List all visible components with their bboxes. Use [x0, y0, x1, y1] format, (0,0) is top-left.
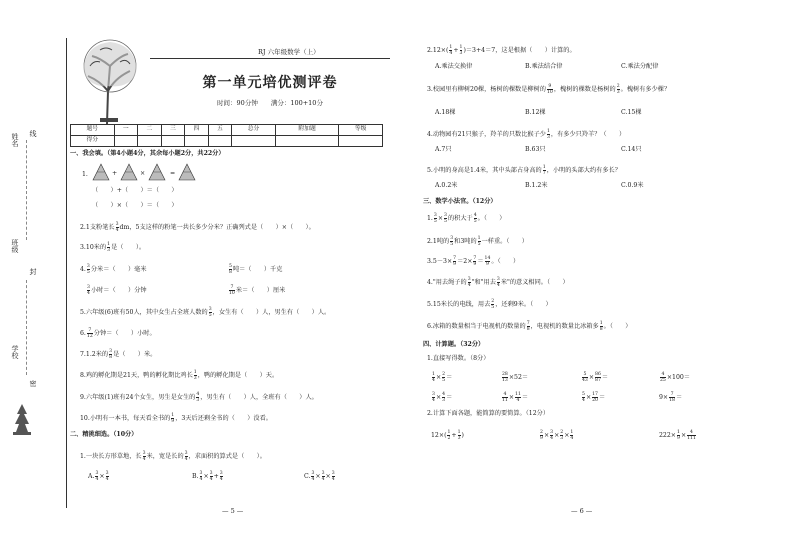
r-q3-option-b[interactable]: B.12棵 [525, 109, 546, 116]
q9 [80, 392, 318, 403]
judge-6-end: 。（ ） [603, 323, 632, 330]
q5-text: 5.六年级(6)班有50人，其中女生占全班人数的 [80, 309, 208, 316]
fraction: $\frac{2}{5}$ [442, 372, 446, 383]
calc-2-item: 222× $\frac{1}{9}$ × $\frac{4}{111}$ [659, 430, 696, 441]
fraction: $\frac{5}{8}$ [229, 264, 232, 275]
page-number: — 5 — [222, 507, 244, 515]
score-input-cell[interactable] [185, 136, 209, 147]
binding-dash [26, 140, 27, 240]
fraction: $\frac{14}{9}$ [484, 256, 491, 267]
q1-times: × [140, 170, 146, 177]
r-q5-option-c[interactable]: C.0.9米 [621, 182, 644, 189]
fraction: $\frac{3}{4}$ [496, 277, 500, 288]
calc-2-heading: 2.计算下面各题，能简算的要简算。（12分） [427, 410, 550, 417]
score-cell: 五 [208, 125, 232, 136]
fraction: $\frac{1}{9}$ [677, 430, 680, 441]
q4a: 分米＝（ ）毫米 [90, 266, 147, 273]
binding-name-label: 姓名 [11, 133, 19, 147]
fraction: $\frac{4}{5}$ [473, 213, 477, 224]
fraction: $\frac{17}{20}$ [592, 392, 598, 403]
calc-item: 9× $\frac{7}{18}$ ＝ [659, 392, 683, 403]
q8-rest: ，鸭的孵化期是（ ）天。 [197, 372, 279, 379]
q4b [228, 264, 282, 275]
q2-text: 2.1支粉笔长 [80, 224, 115, 231]
calc-item: $\frac{4}{25}$ ×100＝ [660, 372, 691, 383]
calc-item: $\frac{28}{13}$ ×52＝ [502, 372, 529, 383]
binding-school-label: 学校 [11, 345, 19, 359]
section-1-heading: 一、我会填。（第4小题4分，其余每小题2分，共22分） [70, 150, 225, 157]
fraction: $\frac{9}{10}$ [546, 84, 553, 95]
q6 [80, 328, 156, 339]
calc-2-item: $\frac{2}{9}$ × $\frac{3}{4}$ × $\frac{2}{3}$ × $\frac{1}{4}$ [540, 430, 574, 441]
fraction: $\frac{3}{5}$ [444, 213, 447, 224]
header-rule [150, 58, 390, 59]
s2q1-option-c[interactable]: C. $\frac{3}{4}$ × $\frac{3}{4}$ × $\frac{3}{4}$ [304, 471, 335, 482]
fraction: $\frac{7}{12}$ [86, 328, 93, 339]
r-q3-mid: ，槐树的棵数是杨树的 [553, 86, 616, 93]
fraction: $\frac{86}{87}$ [595, 372, 601, 383]
score-cell: 三 [161, 125, 185, 136]
right-page [397, 0, 794, 541]
q1-row-2: （ ）×（ ）＝（ ） [92, 202, 178, 209]
equals: ＝ [446, 394, 453, 401]
q1-plus: + [112, 170, 118, 177]
r-q2-option-a[interactable]: A.乘法交换律 [435, 63, 473, 70]
fraction: $\frac{4}{3}$ [196, 392, 200, 403]
q4c [86, 285, 147, 296]
r-q5-option-b[interactable]: B.1.2米 [525, 182, 548, 189]
score-input-cell[interactable] [208, 136, 232, 147]
calc-2-a: 12× [431, 432, 445, 439]
fraction: $\frac{4}{25}$ [660, 372, 666, 383]
q2-rest: dm，5支这样的粉笔一共长多少分米？正确列式是（ ）×（ ）。 [119, 224, 315, 231]
fraction: $\frac{28}{13}$ [502, 372, 508, 383]
q2 [80, 222, 315, 233]
calc-item: $\frac{5}{4}$ × $\frac{17}{20}$ ＝ [582, 392, 606, 403]
fraction: $\frac{7}{9}$ [473, 256, 477, 267]
fraction: $\frac{3}{4}$ [311, 471, 315, 482]
score-cell: 得分 [71, 136, 115, 147]
q1-row-1: （ ）+（ ）＝（ ） [92, 187, 178, 194]
score-table-score-row [71, 136, 383, 147]
judge-2-mid: 和3吨的 [454, 238, 477, 245]
score-table [70, 124, 383, 147]
q7-text: 7.1.2米的 [80, 351, 109, 358]
binding-secret-label: 密 [29, 380, 37, 387]
judge-3-text: 3.5－3× [427, 258, 453, 265]
fraction: $\frac{4}{11}$ [502, 392, 508, 403]
q1-label: 1. [82, 171, 88, 178]
triangle-shading-icon [92, 163, 202, 181]
r-q4-option-b[interactable]: B.63只 [525, 146, 546, 153]
r-q5-rest: ，小明的头部大约有多长？ [546, 167, 621, 174]
fraction: $\frac{3}{5}$ [208, 307, 212, 318]
r-q2-rest: ＝3+4＝7，这是根据（ ）计算的。 [465, 47, 576, 54]
judge-1-label: 1. [427, 215, 433, 222]
judge-4-mid: "和"用去 [471, 279, 496, 286]
q3 [80, 242, 145, 253]
q9-text: 9.六年级(1)班有24个女生，男生是女生的 [80, 394, 196, 401]
judge-6-text: 6.冰箱的数量相当于电视机的数量的 [427, 323, 526, 330]
q1-equals: = [170, 170, 176, 177]
fraction: $\frac{3}{4}$ [87, 285, 90, 296]
fraction: $\frac{3}{4}$ [550, 430, 554, 441]
fraction: $\frac{7}{8}$ [526, 321, 530, 332]
judge-6 [427, 321, 632, 332]
fraction: $\frac{3}{4}$ [199, 471, 203, 482]
r-q4 [427, 129, 625, 140]
fraction: $\frac{3}{5}$ [86, 264, 90, 275]
fraction: $\frac{4}{111}$ [687, 430, 696, 441]
fraction: $\frac{5}{43}$ [582, 372, 588, 383]
judge-2-text: 2.1吨的 [427, 238, 450, 245]
equals: ＝ [601, 374, 609, 381]
s2q1-text: 1.一块长方形草地，长 [80, 453, 142, 460]
q3-rest: 是（ ）。 [111, 244, 146, 251]
fraction: $\frac{3}{4}$ [184, 451, 188, 462]
q5-rest: ，女生有（ ）人，男生有（ ）人。 [212, 309, 331, 316]
margin-rule [66, 38, 67, 508]
calc-item: $\frac{5}{43}$ × $\frac{86}{87}$ ＝ [582, 372, 609, 383]
fraction: $\frac{3}{4}$ [95, 471, 99, 482]
exam-time-score: 时间：90分钟 满分：100+10分 [217, 99, 323, 107]
r-q3-option-c[interactable]: C.15棵 [621, 109, 642, 116]
fraction: $\frac{1}{2}$ [447, 430, 451, 441]
judge-4 [427, 277, 569, 288]
q10 [80, 413, 272, 424]
q7-rest: 是（ ）米。 [113, 351, 157, 358]
q10-rest: ，3天后还剩全书的（ ）没看。 [175, 415, 272, 422]
judge-4-text: 4."用去绳子的 [427, 279, 467, 286]
calc-item: $\frac{3}{4}$ × $\frac{4}{3}$ ＝ [432, 392, 453, 403]
judge-5-text: 5.15米长的电线，用去 [427, 301, 491, 308]
judge-2 [427, 236, 528, 247]
page-number: — 6 — [571, 507, 593, 515]
judge-3-end: 。（ ） [491, 258, 520, 265]
score-input-cell[interactable] [275, 136, 339, 147]
r-q3-rest: 。槐树有多少棵？ [620, 86, 671, 93]
judge-3-mid: ＝2× [457, 258, 473, 265]
fraction: $\frac{2}{3}$ [560, 430, 564, 441]
r-q5-option-a[interactable]: A.0.2米 [435, 182, 458, 189]
r-q4-text: 4.动物园有21只猴子，羚羊的只数比猴子少 [427, 131, 546, 138]
section-4-heading: 四、计算题。（32分） [423, 341, 485, 348]
fraction: $\frac{1}{3}$ [457, 430, 461, 441]
option-letter: B. [192, 473, 199, 480]
fraction: $\frac{1}{5}$ [477, 236, 481, 247]
header-tag: RJ 六年级数学（上） [258, 48, 320, 56]
fraction: $\frac{2}{9}$ [540, 430, 543, 441]
q4d [228, 285, 285, 296]
q3-text: 3.10米的 [80, 244, 107, 251]
s2q1-option-a[interactable]: A. $\frac{3}{4}$ × $\frac{3}{4}$ [88, 471, 109, 482]
r-q2: 2.12×( $\frac{1}{4}$ + $\frac{1}{3}$ )＝3+4＝7，这是根据（ ）计算的。 [427, 45, 576, 56]
fraction: $\frac{1}{3}$ [546, 129, 550, 140]
r-q2-option-b[interactable]: B.乘法结合律 [525, 63, 563, 70]
q4-label: 4. [80, 266, 86, 273]
calc-2-item: 12×( $\frac{1}{2}$ + $\frac{1}{3}$ ) [431, 430, 464, 441]
judge-3 [427, 256, 519, 267]
binding-dash [26, 280, 27, 375]
r-q2-text: 2.12× [427, 47, 446, 54]
score-cell: 等级 [339, 125, 383, 136]
equals: ＝ [521, 394, 529, 401]
fraction: $\frac{3}{4}$ [219, 471, 223, 482]
judge-3-rest: ＝ [477, 258, 484, 265]
score-table-header-row [71, 125, 383, 136]
q10-text: 10.小明有一本书，每天看全书的 [80, 415, 171, 422]
fraction: $\frac{3}{4}$ [321, 471, 325, 482]
tree-icon [70, 36, 150, 124]
judge-4-rest: 米"的意义相同。（ ） [500, 279, 569, 286]
r-q5 [427, 165, 621, 176]
fraction: $\frac{1}{4}$ [449, 45, 453, 56]
calc-item: $\frac{4}{11}$ × $\frac{11}{4}$ ＝ [502, 392, 529, 403]
q6-text: 6. [80, 330, 86, 337]
r-q3-option-a[interactable]: A.18棵 [435, 109, 456, 116]
r-q5-text: 5.小明的身高是1.4米，其中头部占身高的 [427, 167, 542, 174]
q9-rest: ，男生有（ ）人，全班有（ ）人。 [200, 394, 318, 401]
s2q1 [80, 451, 266, 462]
binding-seal-label: 封 [29, 268, 37, 275]
fraction: $\frac{1}{9}$ [171, 413, 175, 424]
fraction: $\frac{3}{4}$ [209, 471, 213, 482]
r-q4-option-a[interactable]: A.7只 [435, 146, 452, 153]
equals: ＝ [675, 394, 683, 401]
r-q3 [427, 84, 670, 95]
fraction: $\frac{1}{3}$ [193, 370, 197, 381]
judge-1: 1. $\frac{3}{5}$ × $\frac{3}{5}$ 的积大于 $\frac{4}{5}$ 。（ ） [427, 213, 506, 224]
judge-5-rest: ，还剩9米。（ ） [495, 301, 552, 308]
fraction: $\frac{7}{9}$ [453, 256, 457, 267]
q8 [80, 370, 278, 381]
q5 [80, 307, 330, 318]
fraction: $\frac{5}{4}$ [582, 392, 585, 403]
fraction: $\frac{3}{4}$ [331, 471, 335, 482]
ink-stamp-icon [8, 400, 36, 440]
r-q3-text: 3.校园里有柳树20棵，杨树的棵数是柳树的 [427, 86, 546, 93]
score-cell: 一 [114, 125, 138, 136]
score-cell: 附加题 [275, 125, 339, 136]
page-title: 第一单元培优测评卷 [202, 75, 338, 91]
equals: ＝ [521, 374, 529, 381]
judge-1-end: 。（ ） [477, 215, 506, 222]
fraction: $\frac{1}{8}$ [599, 321, 603, 332]
fraction: $\frac{1}{3}$ [107, 242, 111, 253]
s2q1-mid: 米，宽是长的 [146, 453, 184, 460]
score-cell: 题号 [71, 125, 115, 136]
fraction: $\frac{7}{18}$ [669, 392, 675, 403]
fraction: $\frac{3}{4}$ [142, 451, 146, 462]
option-letter: A. [88, 473, 95, 480]
fraction: $\frac{11}{4}$ [515, 392, 521, 403]
fraction: $\frac{1}{4}$ [432, 372, 435, 383]
judge-2-rest: 一样重。（ ） [481, 238, 528, 245]
score-input-cell[interactable] [232, 136, 276, 147]
fraction: $\frac{3}{5}$ [450, 236, 454, 247]
s2q1-option-b[interactable]: B. $\frac{3}{4}$ × $\frac{3}{4}$ + $\frac{3}{4}$ [192, 471, 223, 482]
s2q1-rest: ，求面积的算式是（ ）。 [188, 453, 266, 460]
fraction: $\frac{3}{4}$ [467, 277, 471, 288]
binding-line-label: 线 [29, 130, 37, 137]
score-cell: 四 [185, 125, 209, 136]
q8-text: 8.鸡的孵化期是21天，鸭的孵化期比鸡长 [80, 372, 193, 379]
q4c-text: 小时＝（ ）分钟 [90, 287, 147, 294]
fraction: $\frac{3}{5}$ [433, 213, 437, 224]
section-3-heading: 三、数学小法官。（12分） [423, 198, 497, 205]
fraction: $\frac{1}{3}$ [459, 45, 463, 56]
score-input-cell[interactable] [161, 136, 185, 147]
fraction: $\frac{3}{4}$ [432, 392, 435, 403]
calc-1-heading: 1.直接写得数。（8分） [427, 355, 490, 362]
fraction: $\frac{4}{3}$ [442, 392, 446, 403]
score-input-cell[interactable] [138, 136, 162, 147]
fraction: $\frac{3}{8}$ [109, 349, 113, 360]
q4b-text: 吨＝（ ）千克 [232, 266, 283, 273]
fraction: $\frac{1}{4}$ [570, 430, 574, 441]
r-q4-rest: ，有多少只羚羊？（ ） [550, 131, 626, 138]
binding-class-label: 班级 [11, 239, 19, 253]
score-cell: 总分 [232, 125, 276, 136]
fraction: $\frac{3}{4}$ [115, 222, 119, 233]
equals: ＝ [446, 374, 453, 381]
fraction: $\frac{2}{5}$ [491, 299, 495, 310]
judge-5 [427, 299, 552, 310]
judge-1-text: 的积大于 [447, 215, 473, 222]
equals: ＝ [683, 374, 691, 381]
score-input-cell[interactable] [114, 136, 138, 147]
fraction: $\frac{7}{10}$ [229, 285, 235, 296]
r-q2-option-c[interactable]: C.乘法分配律 [621, 63, 659, 70]
section-2-heading: 二、精挑细选。（10分） [70, 431, 138, 438]
judge-6-rest: ，电视机的数量比冰箱多 [530, 323, 599, 330]
score-input-cell[interactable] [339, 136, 383, 147]
score-cell: 二 [138, 125, 162, 136]
r-q4-option-c[interactable]: C.14只 [621, 146, 642, 153]
q7 [80, 349, 156, 360]
fraction: $\frac{1}{7}$ [542, 165, 546, 176]
q4-row-1 [80, 264, 147, 275]
q6-rest: 分钟＝（ ）小时。 [93, 330, 156, 337]
option-letter: C. [304, 473, 311, 480]
fraction: $\frac{3}{4}$ [105, 471, 109, 482]
equals: ＝ [598, 394, 606, 401]
q4d-text: 米＝（ ）厘米 [235, 287, 286, 294]
calc-item: $\frac{1}{4}$ × $\frac{2}{5}$ ＝ [432, 372, 453, 383]
fraction: $\frac{2}{3}$ [616, 84, 620, 95]
